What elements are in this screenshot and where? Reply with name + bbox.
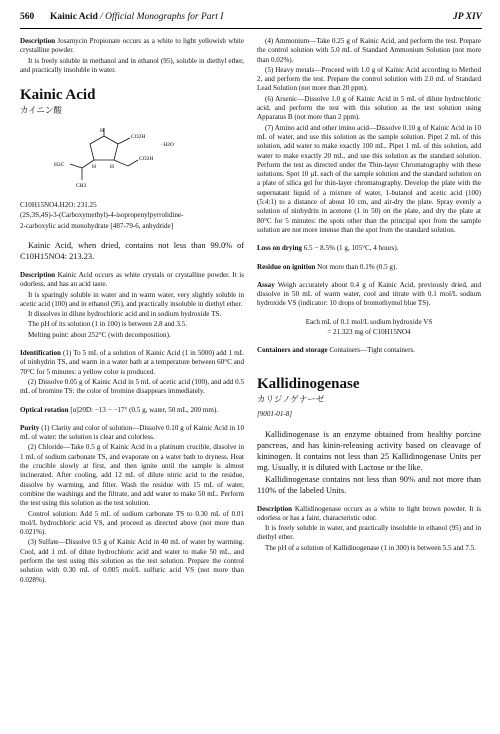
rotation-text: [α]20D: −13 − −17° (0.5 g, water, 50 mL, 200 mm).	[70, 405, 219, 414]
chemical-name-1: (2S,3S,4S)-3-(Carboxymethyl)-4-isopropenylpyrrolidine-	[20, 211, 184, 220]
residue-text: Not more than 0.1% (0.5 g).	[317, 262, 398, 271]
struct-h-right: H	[110, 163, 114, 170]
purity-sulfate: (3) Sulfate—Dissolve 0.5 g of Kainic Acid in 40 mL of water by warming. Cool, add 1 mL of dilute hydrochloric acid and water to make 50 mL, and perform the test using this solution as the test solution. Prepare the control solution with 0.30 mL of 0.005 mol/L sulfuric acid VS (not more than 0.028%).	[20, 538, 244, 584]
struct-h-top: H	[100, 127, 104, 134]
purity-control: Control solution: Add 5 mL of sodium carbonate TS to 0.30 mL of 0.01 mol/L hydrochloric acid VS, and proceed as directed above (not more than 0.021%).	[20, 509, 244, 537]
melting-point: Melting point: about 252°C (with decomposition).	[28, 330, 171, 339]
residue-label: Residue on ignition	[257, 262, 316, 271]
chemical-name-2: 2-carboxylic acid monohydrate	[20, 221, 109, 230]
cas-number: [487-79-6, anhydride]	[110, 221, 174, 230]
desc-top-label: Description	[20, 37, 56, 45]
struct-h-left: H	[92, 163, 96, 170]
solubility-top: It is freely soluble in methanol and in ethanol (95), soluble in diethyl ether, and practically insoluble in water.	[20, 56, 244, 74]
solubility-3: It is freely soluble in water, and practically insoluble in ethanol (95) and in diethyl ether.	[257, 524, 481, 542]
page-number: 560	[20, 12, 35, 22]
struct-water: · H2O	[160, 141, 174, 148]
ident-text: (1) To 5 mL of a solution of Kainic Acid (1 in 5000) add 1 mL of ninhydrin TS, and warm in a water bath at a temperature between 60°C and 70°C for 5 minutes: a yellow color is produced.	[20, 349, 245, 376]
desc-text: Kainic Acid occurs as white crystals or crystalline powder. It is odorless, and has an acid taste.	[20, 270, 244, 289]
assay-text: Weigh accurately about 0.4 g of Kainic Acid, previously dried, and dissolve in 50 mL of warm water, cool and titrate with 0.1 mol/L sodium hydroxide VS (indicator: 10 drops of bromothymol blue TS).	[257, 280, 481, 308]
content-statement: Kainic Acid, when dried, contains not less than 99.0% of C10H15NO4: 213.23.	[20, 240, 244, 261]
containers-text: Containers—Tight containers.	[329, 346, 415, 355]
rotation-label: Optical rotation	[20, 405, 69, 414]
assay-equivalence-1: Each mL of 0.1 mol/L sodium hydroxide VS	[305, 317, 433, 326]
header-rule	[20, 28, 482, 29]
desc2-text: Kallidinogenase occurs as a white to light brown powder. It is odorless or has a faint, characteristic odor.	[257, 504, 481, 522]
molecular-formula: C10H15NO4.H2O: 231.25	[20, 201, 97, 210]
struct-co2h-top: CO2H	[131, 133, 146, 140]
running-title-sub: / Official Monographs for Part I	[100, 12, 224, 22]
purity-label: Purity	[20, 423, 40, 432]
japanese-name: カイニン酸	[20, 105, 62, 116]
purity-chloride: (2) Chloride—Take 0.5 g of Kainic Acid in a platinum crucible, dissolve in 1 mL of sodium carbonate TS, and evaporate on a water bath to dryness. Heat the crucible slowly at first, and then ignite until the sample is almost incinerated. After cooling, add 12 mL of dilute nitric acid to the residue, dissolve by warming, and filter. Wash the residue with 15 mL of water, combine the washings and the filtrate, and add water to make 50 mL. Perform the test using this solution as the test solution.	[20, 443, 244, 508]
edition-label: JP XIV	[453, 12, 482, 22]
containers-label: Containers and storage	[257, 346, 328, 355]
ident-2: (2) Dissolve 0.05 g of Kainic Acid in 5 mL of acetic acid (100), and add 0.5 mL of bromine TS: the color of bromine disappears immediately.	[20, 377, 244, 396]
purity-arsenic: (6) Arsenic—Dissolve 1.0 g of Kainic Acid in 5 mL of dilute hydrochloric acid, and perform the test with this solution as the test solution using Apparatus B (not more than 2 ppm).	[257, 94, 481, 122]
kallidinogenase-content: Kallidinogenase contains not less than 90% and not more than 110% of the labeled Units.	[257, 474, 481, 495]
assay-label: Assay	[257, 280, 275, 289]
japanese-name-2: カリジノゲナーゼ	[257, 393, 325, 404]
purity-ammonium: (4) Ammonium—Take 0.25 g of Kainic Acid, and perform the test. Prepare the control solution with 5.0 mL of Standard Ammonium Solution (not more than 0.02%).	[257, 37, 481, 64]
assay-equivalence-2: = 21.323 mg of C10H15NO4	[327, 328, 411, 337]
ph-statement: The pH of its solution (1 in 100) is between 2.8 and 3.5.	[28, 320, 187, 329]
kallidinogenase-intro: Kallidinogenase is an enzyme obtained from healthy porcine pancreas, and has kinin-releasing activity based on cleavage of kininogen. It contains not less than 25 Kallidinogenase Units per mg. Usually, it is diluted with Lactose or the like.	[257, 429, 481, 472]
ident-label: Identification	[20, 349, 61, 358]
running-title-main: Kainic Acid	[50, 12, 98, 22]
purity-heavy-metals: (5) Heavy metals—Proceed with 1.0 g of Kainic Acid according to Method 2, and perform the test. Prepare the control solution with 2.0 mL of Standard Lead Solution (not more than 20 ppm).	[257, 65, 481, 93]
desc2-label: Description	[257, 504, 293, 513]
purity-text: (1) Clarity and color of solution—Dissolve 0.10 g of Kainic Acid in 10 mL of water: the solution is clear and colorless.	[20, 423, 244, 442]
registry-code: [9001-01-8]	[257, 410, 293, 419]
desc-top-text: Josamycin Propionate occurs as a white to light yellowish white crystalline powder.	[20, 37, 245, 55]
purity-amino-acid: (7) Amino acid and other imino acid—Dissolve 0.10 g of Kainic Acid in 10 mL of water, and use this solution as the sample solution. Pipet 2 mL of this solution, add water to make exactly 100 mL. Pipet 1 mL of this solution, add water to make exactly 20 mL, and use this solution as the standard solution. Perform the test as directed under the Thin-layer Chromatography with these solutions. Spot 10 µL each of the sample solution and the standard solution on a plate of silica gel for thin-layer chromatography. Develop the plate with the supernatant liquid of a mixture of water, 1-butanol and acetic acid (100) (5:4:1) to a distance of about 10 cm, and air-dry the plate. Spray evenly a solution of ninhydrin in acetone (1 in 50) on the plate, and dry the plate at 80°C for 5 minutes: the spots other than the principal spot from the sample solution are not more intense than the spot from the standard solution.	[257, 123, 481, 234]
loss-text: 6.5 − 8.5% (1 g, 105°C, 4 hours).	[303, 244, 399, 253]
solubility-2: It dissolves in dilute hydrochloric acid and in sodium hydroxide TS.	[28, 310, 222, 319]
desc-label: Description	[20, 270, 56, 279]
ph-statement-2: The pH of a solution of Kallidinogenase (1 in 300) is between 5.5 and 7.5.	[265, 543, 476, 552]
structure-diagram	[20, 124, 244, 190]
right-column	[257, 37, 481, 554]
page-header	[20, 12, 482, 26]
struct-co2h-right: CO2H	[139, 155, 154, 162]
running-title	[50, 12, 223, 22]
monograph-title-2: Kallidinogenase	[257, 375, 360, 392]
solubility-1: It is sparingly soluble in water and in warm water, very slightly soluble in acetic acid (100) and in ethanol (95), and practically insoluble in diethyl ether.	[20, 290, 244, 308]
struct-h2c: H2C	[54, 161, 65, 168]
struct-ch3: CH3	[76, 182, 87, 189]
left-column	[20, 37, 244, 586]
monograph-title: Kainic Acid	[20, 87, 96, 104]
loss-label: Loss on drying	[257, 244, 302, 253]
